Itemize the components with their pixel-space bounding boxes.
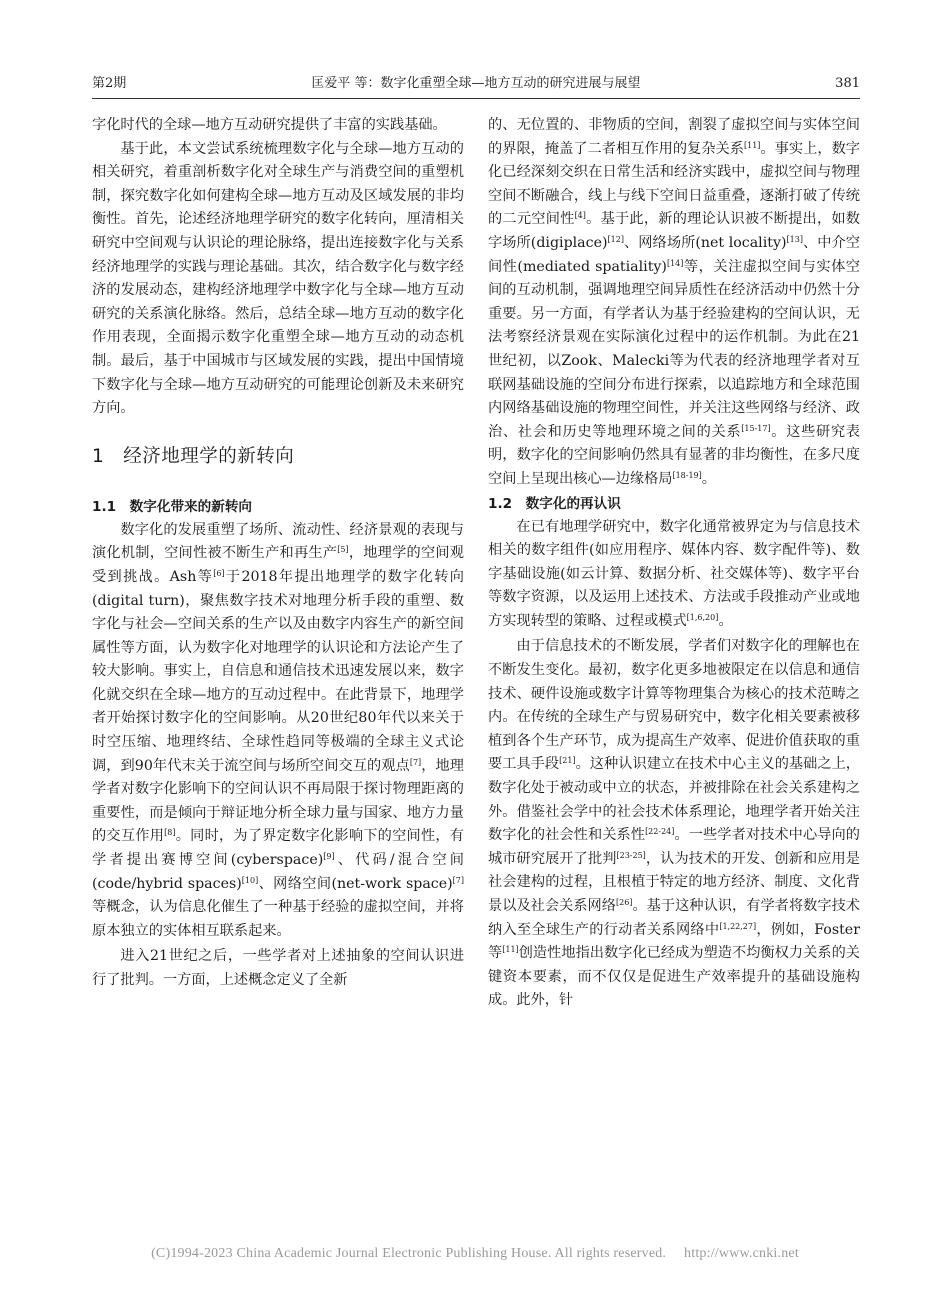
citation[interactable]: [15-17]: [741, 423, 771, 433]
citation[interactable]: [1,22,27]: [719, 921, 757, 931]
citation[interactable]: [13]: [786, 234, 803, 244]
paragraph-evolving-understanding: 由于信息技术的不断发展，学者们对数字化的理解也在不断发生变化。最初，数字化更多地被限定在以信息和通信技术、硬件设施或数字计算等物理集合为核心的技术范畴之内。在传统的全球生产与贸易研究中，数字化相关要素被移植到各个生产环节，成为提高生产效率、促进价值获取的重要工具手段[21]。这种认识建立在技术中心主义的基础之上，数字化处于被动或中立的状态，并被排除在社会关系建构之外。借鉴社会学中的社会技术体系理论，地理学者开始关注数字化的社会性和关系性[22-24]。一些学者对技术中心导向的城市研究展开了批判[23-25]，认为技术的开发、创新和应用是社会建构的过程，且根植于特定的地方经济、制度、文化背景以及社会关系网络[26]。基于这种认识，有学者将数字技术纳入至全球生产的行动者关系网络中[1,22,27]，例如，Foster等[11]创造性地指出数字化已经成为塑造不均衡权力关系的关键资本要素，而不仅仅是促进生产效率提升的基础设施构成。此外，针: [488, 638, 860, 1009]
right-column: [488, 114, 860, 1013]
paragraph-overview: 基于此，本文尝试系统梳理数字化与全球—地方互动的相关研究，着重剖析数字化对全球生产与消费空间的重塑机制，探究数字化如何建构全球—地方互动及区域发展的非均衡性。首先，论述经济地理学研究的数字化转向，厘清相关研究中空间观与认识论的理论脉络，提出连接数字化与关系经济地理学的实践与理论基础。其次，结合数字化与数字经济的发展动态，建构经济地理学中数字化与全球—地方互动研究的关系演化脉络。然后，总结全球—地方互动的数字化作用表现，全面揭示数字化重塑全球—地方互动的动态机制。最后，基于中国城市与区域发展的实践，提出中国情境下数字化与全球—地方互动研究的可能理论创新及未来研究方向。: [92, 140, 464, 417]
citation[interactable]: [26]: [616, 898, 633, 907]
paragraph-21st-century: 进入21世纪之后，一些学者对上述抽象的空间认识进行了批判。一方面，上述概念定义了全新: [92, 948, 464, 988]
citation[interactable]: [21]: [559, 756, 576, 766]
citation[interactable]: [11]: [744, 140, 761, 150]
citation[interactable]: [11]: [502, 945, 519, 955]
left-column: [92, 114, 464, 993]
paragraph-digital-turn: 数字化的发展重塑了场所、流动性、经济景观的表现与演化机制，空间性被不断生产和再生产[5]，地理学的空间观受到挑战。Ash等[6]于2018年提出地理学的数字化转向(digital turn)，聚焦数字技术对地理分析手段的重塑、数字化与社会—空间关系的生产以及由数字内容生产的新空间属性等方面，认为数字化对地理学的认识论和方法论产生了较大影响。事实上，自信息和通信技术迅速发展以来，数字化就交织在全球—地方的互动过程中。在此背景下，地理学者开始探讨数字化的空间影响。从20世纪80年代以来关于时空压缩、地理终结、全球性趋同等极端的全球主义式论调，到90年代末关于流空间与场所空间交互的观点[7]，地理学者对数字化影响下的空间认识不再局限于探讨物理距离的重要性，而是倾向于辩证地分析全球力量与国家、地方力量的交互作用[8]。同时，为了界定数字化影响下的空间性，有学者提出赛博空间(cyberspace)[9]、代码/混合空间(code/hybrid spaces)[10]、网络空间(net-work space)[7]等概念，认为信息化催生了一种基于经验的虚拟空间，并将原本独立的实体相互联系起来。: [92, 521, 465, 939]
citation[interactable]: [10]: [241, 875, 259, 885]
subsection-heading-1-1: 1.1 数字化带来的新转向: [92, 498, 253, 515]
section-heading-1: 1 经济地理学的新转向: [92, 445, 295, 467]
citation[interactable]: [12]: [607, 234, 624, 244]
citation[interactable]: [7]: [409, 757, 422, 767]
citation[interactable]: [1,6,20]: [686, 612, 719, 622]
citation[interactable]: [4]: [574, 211, 586, 221]
issue-number: 第2期: [92, 76, 127, 91]
citation[interactable]: [14]: [666, 258, 684, 268]
citation[interactable]: [18-19]: [672, 470, 702, 480]
citation[interactable]: [9]: [323, 852, 335, 862]
running-title: 匡爱平 等：数字化重塑全球—地方互动的研究进展与展望: [311, 76, 641, 91]
paragraph-critique: 的、无位置的、非物质的空间，割裂了虚拟空间与实体空间的界限，掩盖了二者相互作用的复杂关系[11]。事实上，数字化已经深刻交织在日常生活和经济实践中，虚拟空间与物理空间不断融合，线上与线下空间日益重叠，逐渐打破了传统的二元空间性[4]。基于此，新的理论认识被不断提出，如数字场所(digiplace)[12]、网络场所(net locality)[13]、中介空间性(mediated spatiality)[14]等，关注虚拟空间与实体空间的互动机制，强调地理空间异质性在经济活动中仍然十分重要。另一方面，有学者认为基于经验建构的空间认识，无法考察经济景观在实际演化过程中的运作机制。为此在21世纪初，以Zook、Malecki等为代表的经济地理学者对互联网基础设施的空间分布进行探索，以追踪地方和全球范围内网络基础设施的物理空间性，并关注这些网络与经济、政治、社会和历史等地理环境之间的关系[15-17]。这些研究表明，数字化的空间影响仍然具有显著的非均衡性，在多尺度空间上呈现出核心—边缘格局[18-19]。: [488, 117, 860, 487]
citation[interactable]: [7]: [452, 875, 465, 885]
paragraph-continued: 字化时代的全球—地方互动研究提供了丰富的实践基础。: [92, 117, 447, 133]
citation[interactable]: [8]: [164, 828, 176, 838]
citation[interactable]: [22-24]: [645, 827, 675, 837]
citation[interactable]: [5]: [337, 545, 349, 555]
header-rule: [92, 98, 860, 99]
citation[interactable]: [23-25]: [616, 850, 646, 860]
page-number: 381: [835, 76, 860, 91]
citation[interactable]: [6]: [213, 568, 225, 578]
running-header: [92, 72, 860, 96]
subsection-heading-1-2: 1.2 数字化的再认识: [488, 495, 621, 512]
paragraph-definition: 在已有地理学研究中，数字化通常被界定为与信息技术相关的数字组件(如应用程序、媒体内容、数字配件等)、数字基础设施(如云计算、数据分析、社交媒体等)、数字平台等数字资源，以及运用上述技术、方法或手段推动产业或地方实现转型的策略、过程或模式[1,6,20]。: [488, 518, 860, 629]
copyright-footer: (C)1994-2023 China Academic Journal Electronic Publishing House. All rights reserved. http://www.cnki.net: [151, 1246, 799, 1261]
